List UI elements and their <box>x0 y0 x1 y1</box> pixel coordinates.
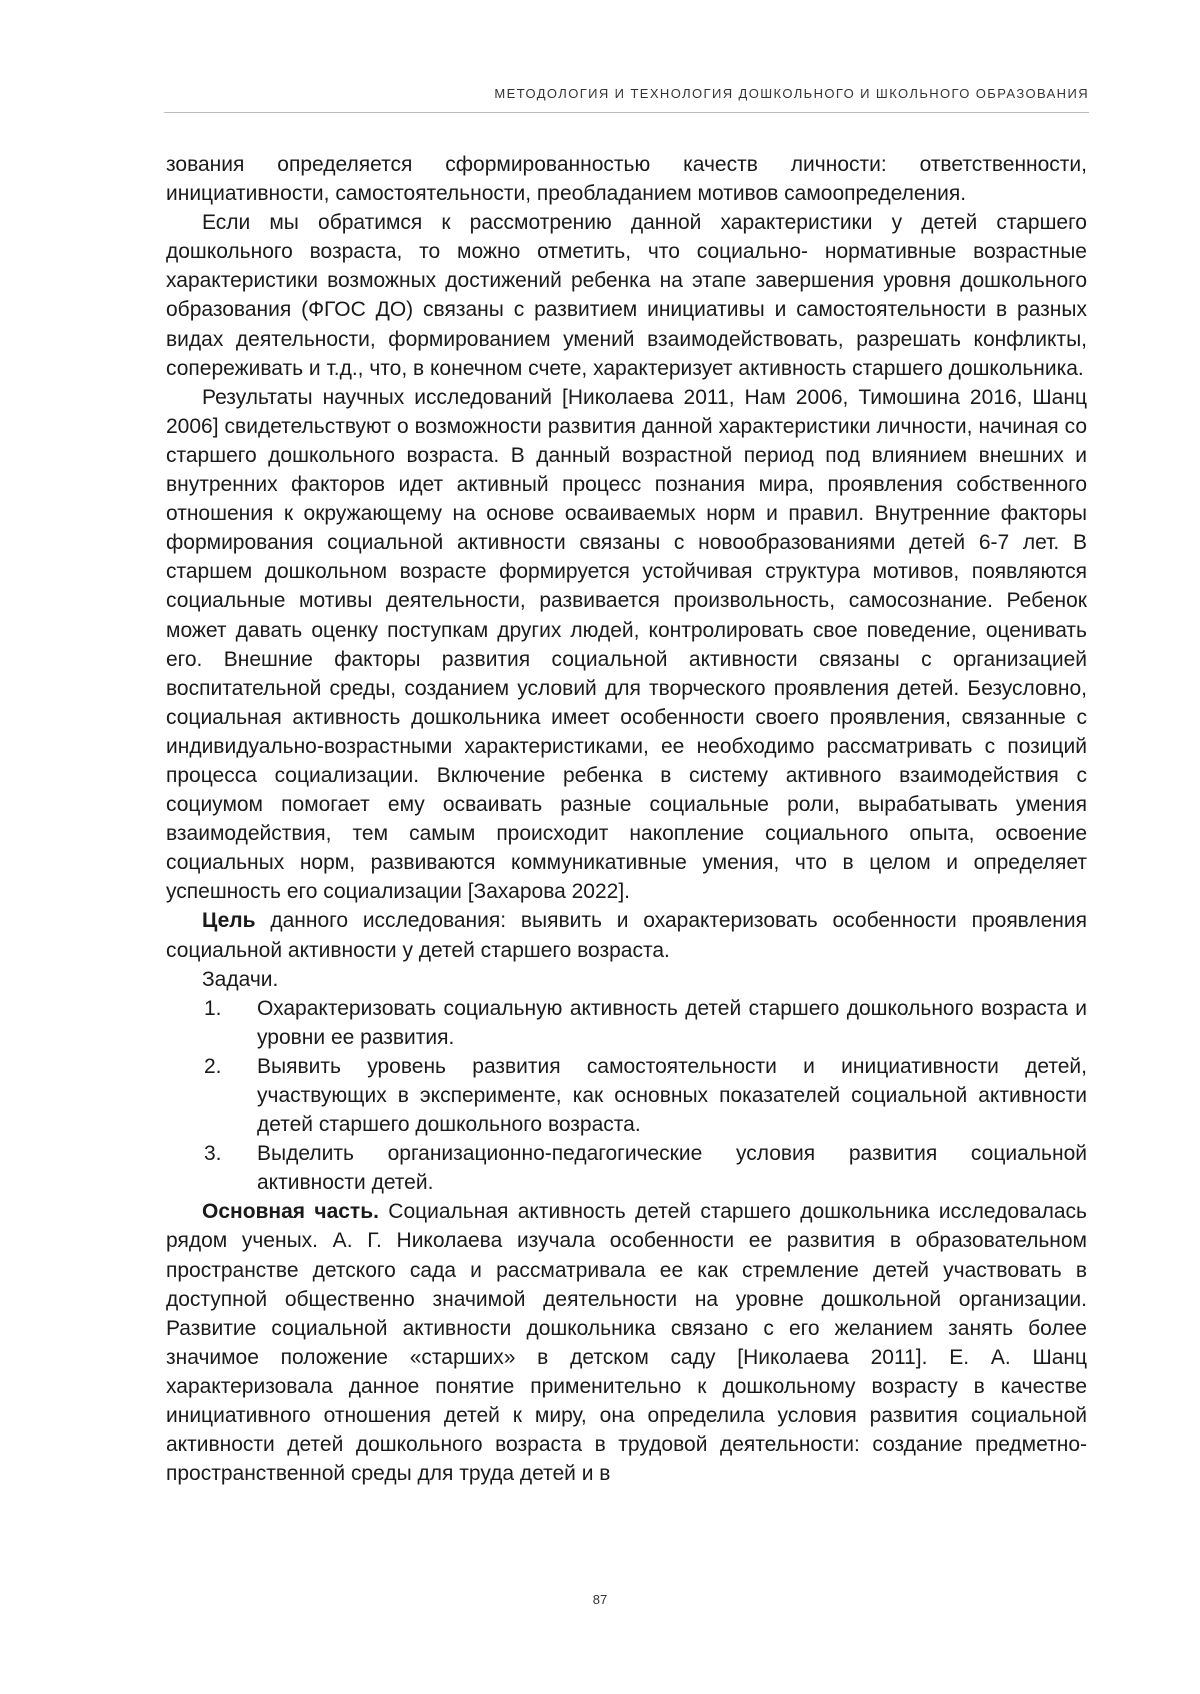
paragraph-main-part <box>166 1197 1087 1488</box>
task-number: 3. <box>204 1142 222 1166</box>
paragraph-continuation: зования определяется сформированностью качеств личности: ответственности, инициативности, самостоятельности, преобладанием мотивов самоопределения. <box>166 153 1087 206</box>
task-text: Охарактеризовать социальную активность детей старшего дошкольного возраста и уровни ее развития. <box>257 996 1087 1049</box>
running-header: МЕТОДОЛОГИЯ И ТЕХНОЛОГИЯ ДОШКОЛЬНОГО И ШКОЛЬНОГО ОБРАЗОВАНИЯ <box>494 86 1089 101</box>
tasks-heading: Задачи. <box>202 967 279 991</box>
article-body <box>166 150 1087 1488</box>
paragraph-goal <box>166 906 1087 964</box>
goal-label: Цель <box>202 909 256 933</box>
page-number: 87 <box>592 1592 608 1607</box>
task-item-3 <box>166 1139 1087 1197</box>
header-rule <box>164 112 1089 113</box>
main-part-label: Основная часть. <box>202 1200 379 1224</box>
main-part-text: Социальная активность детей старшего дошкольника исследовалась рядом ученых. А. Г. Николаева изучала особенности ее развития в образовательном пространстве детского сада и рассматривала ее как стремление детей участвовать в доступной общественно значимой деятельности на уровне дошкольной организации. Развитие социальной активности дошкольника связано с его желанием занять более значимое положение «старших» в детском саду [Николаева 2011]. Е. А. Шанц характеризовала данное понятие применительно к дошкольному возрасту в качестве инициативного отношения детей к миру, она определила условия развития социальной активности детей дошкольного возраста в трудовой деятельности: создание предметно- пространственной среды для труда детей и в <box>166 1200 1087 1486</box>
goal-text: данного исследования: выявить и охарактеризовать особенности проявления социальной активности у детей старшего возраста. <box>166 909 1087 962</box>
paragraph-research-results: Результаты научных исследований [Николаева 2011, Нам 2006, Тимошина 2016, Шанц 2006] свидетельствуют о возможности развития данной характеристики личности, начиная со старшего дошкольного возраста. В данный возрастной период под влиянием внешних и внутренних факторов идет активный процесс познания мира, проявления собственного отношения к окружающему на основе осваиваемых норм и правил. Внутренние факторы формирования социальной активности связаны с новообразованиями детей 6-7 лет. В старшем дошкольном возрасте формируется устойчивая структура мотивов, появляются социальные мотивы деятельности, развивается произвольность, самосознание. Ребенок может давать оценку поступкам других людей, контролировать свое поведение, оценивать его. Внешние факторы развития социальной активности связаны с организацией воспитательной среды, созданием условий для творческого проявления детей. Безусловно, социальная активность дошкольника имеет особенности своего проявления, связанные с индивидуально-возрастными характеристиками, ее необходимо рассматривать с позиций процесса социализации. Включение ребенка в систему активного взаимодействия с социумом помогает ему осваивать разные социальные роли, вырабатывать умения взаимодействия, тем самым происходит накопление социального опыта, освоение социальных норм, развиваются коммуникативные умения, что в целом и определяет успешность его социализации [Захарова 2022]. <box>166 385 1087 904</box>
task-text: Выявить уровень развития самостоятельности и инициативности детей, участвующих в эксперименте, как основных показателей социальной активности детей старшего дошкольного возраста. <box>257 1054 1087 1137</box>
task-item-2 <box>166 1052 1087 1139</box>
paragraph-characteristics: Если мы обратимся к рассмотрению данной характеристики у детей старшего дошкольного возраста, то можно отметить, что социально- нормативные возрастные характеристики возможных достижений ребенка на этапе завершения уровня дошкольного образования (ФГОС ДО) связаны с развитием инициативы и самостоятельности в разных видах деятельности, формированием умений взаимодействовать, разрешать конфликты, сопереживать и т.д., что, в конечном счете, характеризует активность старшего дошкольника. <box>166 211 1087 380</box>
task-item-1 <box>166 994 1087 1052</box>
task-number: 1. <box>204 996 222 1020</box>
task-text: Выделить организационно-педагогические условия развития социальной активности детей. <box>257 1142 1087 1195</box>
task-number: 2. <box>204 1054 222 1078</box>
